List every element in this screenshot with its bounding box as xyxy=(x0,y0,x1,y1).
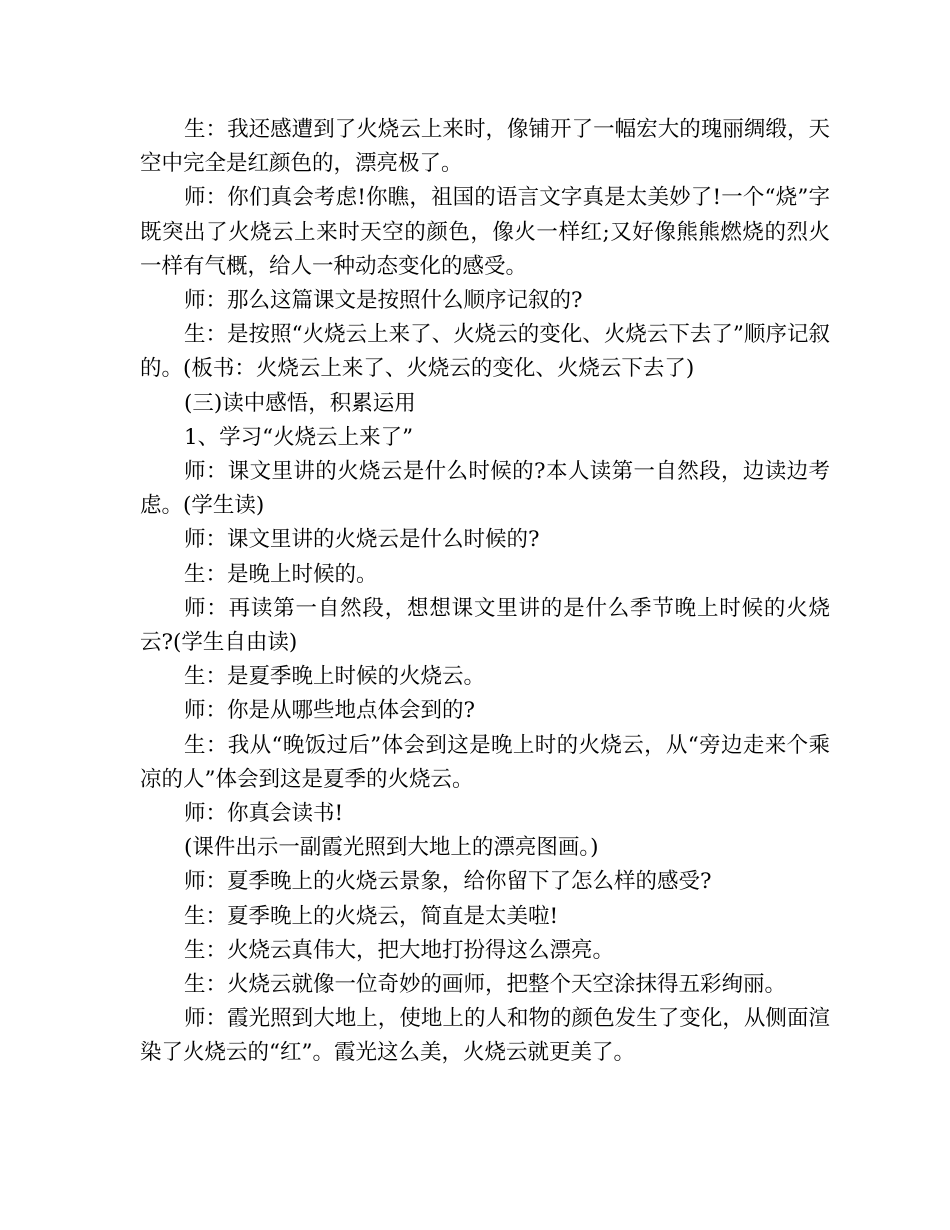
paragraph: 师：你真会读书! xyxy=(184,801,344,827)
paragraph: 师：再读第一自然段，想想课文里讲的是什么季节晚上时候的火烧云?(学生自由读) xyxy=(140,595,830,656)
document-body xyxy=(140,113,830,1071)
section-heading: (三)读中感悟，积累运用 xyxy=(184,390,416,416)
paragraph: 生：火烧云就像一位奇妙的画师，把整个天空涂抹得五彩绚丽。 xyxy=(184,972,787,998)
paragraph: 生：是晚上时候的。 xyxy=(184,561,378,587)
paragraph: 师：课文里讲的火烧云是什么时候的?本人读第一自然段，边读边考虑。(学生读) xyxy=(140,459,830,519)
paragraph: (课件出示一副霞光照到大地上的漂亮图画。) xyxy=(184,835,599,861)
paragraph: 生：夏季晚上的火烧云，简直是太美啦! xyxy=(184,903,559,929)
paragraph: 师：霞光照到大地上，使地上的人和物的颜色发生了变化，从侧面渲染了火烧云的“红”。霞光这么美，火烧云就更美了。 xyxy=(140,1006,830,1066)
paragraph: 师：夏季晚上的火烧云景象，给你留下了怎么样的感受? xyxy=(184,869,712,895)
subsection-heading: 1、学习“火烧云上来了” xyxy=(184,424,414,450)
paragraph: 师：你们真会考虑!你瞧，祖国的语言文字真是太美妙了!一个“烧”字既突出了火烧云上来时天空的颜色，像火一样红;又好像熊熊燃烧的烈火一样有气概，给人一种动态变化的感受。 xyxy=(140,185,830,279)
paragraph: 生：是按照“火烧云上来了、火烧云的变化、火烧云下去了”顺序记叙的。(板书：火烧云上来了、火烧云的变化、火烧云下去了) xyxy=(140,322,830,382)
paragraph: 生：是夏季晚上时候的火烧云。 xyxy=(184,664,486,690)
paragraph: 生：我还感遭到了火烧云上来时，像铺开了一幅宏大的瑰丽绸缎，天空中完全是红颜色的，漂亮极了。 xyxy=(140,117,830,177)
paragraph: 生：火烧云真伟大，把大地打扮得这么漂亮。 xyxy=(184,937,615,963)
paragraph: 师：课文里讲的火烧云是什么时候的? xyxy=(184,527,540,553)
paragraph: 师：那么这篇课文是按照什么顺序记叙的? xyxy=(184,288,583,314)
paragraph: 师：你是从哪些地点体会到的? xyxy=(184,698,476,724)
paragraph: 生：我从“晚饭过后”体会到这是晚上时的火烧云，从“旁边走来个乘凉的人”体会到这是夏季的火烧云。 xyxy=(140,732,830,792)
